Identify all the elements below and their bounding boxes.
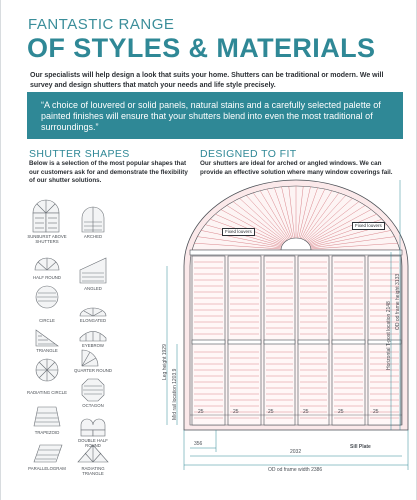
- gap-label-5: 25: [338, 409, 344, 415]
- width-2032-label: 2032: [290, 449, 302, 455]
- shape-label-quarter-round: QUARTER ROUND: [74, 368, 112, 373]
- title-line-1: FANTASTIC RANGE: [28, 16, 175, 33]
- horizontal-t-post: [190, 250, 402, 255]
- od-frame-height-label: OD od frame height 3133: [395, 273, 401, 330]
- shape-label-sunburst: SUNBURST ABOVE SHUTTERS: [27, 234, 67, 244]
- gap-label-1: 25: [198, 409, 204, 415]
- leg-height-label: Leg height 1929: [162, 344, 168, 380]
- intro-text: Our specialists will help design a look that suits your home. Shutters can be traditional or modern. We will survey and design shutters that match your needs and life style precisely.: [30, 72, 384, 89]
- shape-label-trapezoid: TRAPEZOID: [34, 430, 60, 435]
- sill-plate-label: Sill Plate: [350, 444, 371, 450]
- shape-label-radiating-circle: RADIATING CIRCLE: [26, 390, 68, 395]
- gap-label-6: 25: [373, 409, 379, 415]
- shutter-shapes-text: Below is a selection of the most popular shapes that our customers ask for and demonstrate the flexibility of our shutter solutions.: [29, 160, 188, 184]
- shape-label-angled: ANGLED: [84, 286, 102, 291]
- shape-label-octagon: OCTAGON: [82, 403, 104, 408]
- gap-label-4: 25: [303, 409, 309, 415]
- shape-label-half-round: HALF ROUND: [33, 275, 61, 280]
- quote-text: “A choice of louvered or solid panels, natural stains and a carefully selected palette of painted finishes will ensure that your shutters blend into even the most traditional of surroundings.”: [41, 100, 381, 132]
- fixed-louvers-callout-right: Fixed louvers: [352, 222, 385, 230]
- designed-to-fit-heading: DESIGNED TO FIT: [200, 148, 297, 160]
- designed-to-fit-text: Our shutters are ideal for arched or angled windows. We can provide an effective solution where many window coverings fail.: [200, 160, 393, 176]
- gap-label-3: 25: [268, 409, 274, 415]
- width-356-label: 356: [194, 441, 203, 447]
- mid-rail-label: Mid rail location 1203.9: [172, 368, 178, 420]
- shape-label-circle: CIRCLE: [39, 318, 55, 323]
- gap-label-2: 25: [233, 409, 239, 415]
- shape-label-double-half-round: DOUBLE HALF ROUND: [78, 438, 108, 448]
- title-line-2: OF STYLES & MATERIALS: [27, 33, 376, 63]
- shape-label-arched: ARCHED: [83, 234, 103, 239]
- shape-label-elongated: ELONGATED: [79, 318, 107, 323]
- od-frame-width-label: OD od frame width 2386: [268, 467, 323, 473]
- shape-label-radiating-triangle: RADIATING TRIANGLE: [81, 466, 105, 476]
- fixed-louvers-callout-left: Fixed louvers: [222, 228, 255, 236]
- shutter-shapes-heading: SHUTTER SHAPES: [29, 148, 130, 160]
- shape-label-triangle: TRIANGLE: [36, 348, 58, 353]
- shape-label-eyebrow: EYEBROW: [82, 343, 104, 348]
- shape-label-parallelogram: PARALLELOGRAM: [28, 466, 66, 471]
- horizontal-tpost-label: Horizontal T-post location 2148: [386, 301, 392, 370]
